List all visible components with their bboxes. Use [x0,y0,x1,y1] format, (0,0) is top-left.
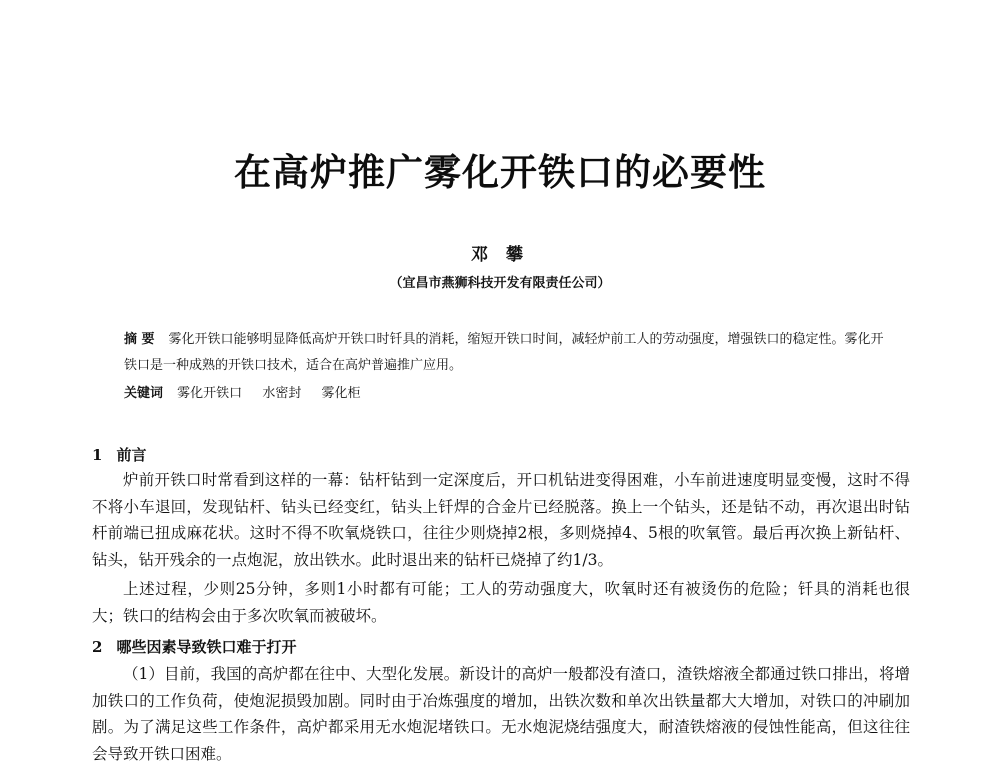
section-heading-causes [92,636,296,658]
abstract [124,327,884,379]
paper-title: 在高炉推广雾化开铁口的必要性 [234,150,766,194]
keywords [124,383,884,405]
section-number: 1 [92,446,103,464]
section-number: 2 [92,638,103,656]
abstract-text: 雾化开铁口能够明显降低高炉开铁口时钎具的消耗，缩短开铁口时间，减轻炉前工人的劳动强度，增强铁口的稳定性。雾化开铁口是一种成熟的开铁口技术，适合在高炉普遍推广应用。 [124,332,884,373]
author-name: 邓 攀 [471,245,529,265]
keyword: 雾化开铁口 [177,386,243,401]
section-title: 哪些因素导致铁口难于打开 [116,638,297,656]
abstract-label: 摘 要 [124,332,155,347]
body-paragraph: （1）目前，我国的高炉都在往中、大型化发展。新设计的高炉一般都没有渣口，渣铁熔液全都通过铁口排出，将增加铁口的工作负荷，使炮泥损毁加剧。同时由于冶炼强度的增加，出铁次数和单次出铁量都大大增加，对铁口的冲刷加剧。为了满足这些工作条件，高炉都采用无水炮泥堵铁口。无水炮泥烧结强度大，耐渣铁熔液的侵蚀性能高，但这往往会导致开铁口困难。 [92,665,910,763]
keyword: 雾化柜 [321,386,361,401]
keyword: 水密封 [262,386,302,401]
author-affiliation: （宜昌市燕狮科技开发有限责任公司） [389,276,611,291]
keywords-label: 关键词 [124,386,164,401]
body-paragraph: 上述过程，少则25分钟，多则1小时都有可能；工人的劳动强度大，吹氧时还有被烫伤的危险；钎具的消耗也很大；铁口的结构会由于多次吹氧而被破坏。 [92,580,910,625]
body-paragraph: 炉前开铁口时常看到这样的一幕：钻杆钻到一定深度后，开口机钻进变得困难，小车前进速度明显变慢，这时不得不将小车退回，发现钻杆、钻头已经变红，钻头上钎焊的合金片已经脱落。换上一个钻头，还是钻不动，再次退出时钻杆前端已扭成麻花状。这时不得不吹氧烧铁口，往往少则烧掉2根，多则烧掉4、5根的吹氧管。最后再次换上新钻杆、钻头，钻开残余的一点炮泥，放出铁水。此时退出来的钻杆已烧掉了约1/3。 [92,471,910,569]
section-heading-introduction [92,444,146,466]
section-title: 前言 [116,446,147,464]
